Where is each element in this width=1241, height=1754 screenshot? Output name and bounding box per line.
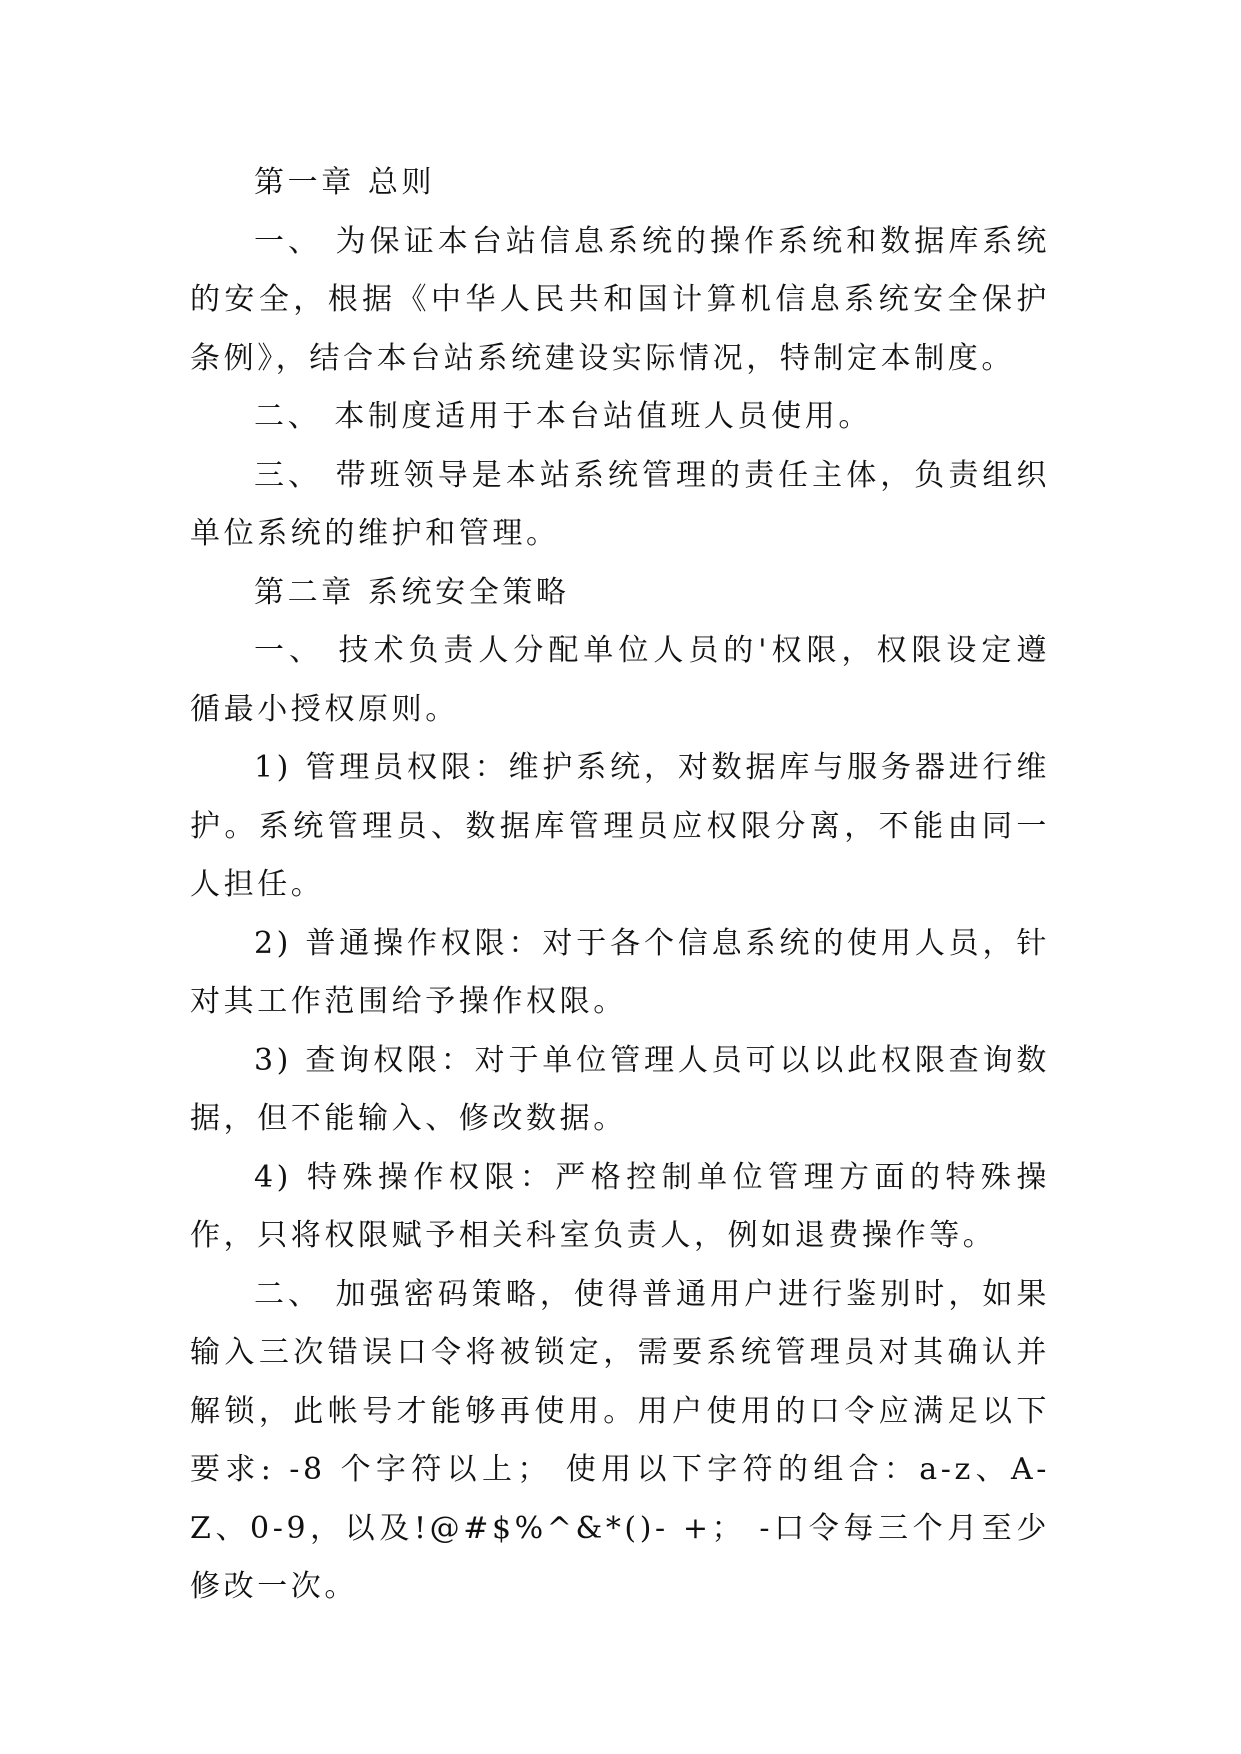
- paragraph: 二、 本制度适用于本台站值班人员使用。: [254, 399, 872, 434]
- paragraph: 2) 普通操作权限：对于各个信息系统的使用人员，针对其工作范围给予操作权限。: [190, 925, 1050, 1019]
- paragraph: 三、 带班领导是本站系统管理的责任主体，负责组织单位系统的维护和管理。: [190, 457, 1050, 551]
- chapter-heading: 第一章 总则: [254, 165, 436, 200]
- document-body: [190, 154, 1050, 1617]
- paragraph: 4) 特殊操作权限：严格控制单位管理方面的特殊操作，只将权限赋予相关科室负责人，例如退费操作等。: [190, 1159, 1050, 1253]
- paragraph: 一、 为保证本台站信息系统的操作系统和数据库系统的安全，根据《中华人民共和国计算机信息系统安全保护条例》，结合本台站系统建设实际情况，特制定本制度。: [190, 223, 1050, 376]
- paragraph: 二、 加强密码策略，使得普通用户进行鉴别时，如果输入三次错误口令将被锁定，需要系统管理员对其确认并解锁，此帐号才能够再使用。用户使用的口令应满足以下要求: -8 个字符以上； 使用以下字符的组合：a-z、A-Z、0-9，以及!@#$%^&*()- +； -口令每三个月至少修改一次。: [190, 1276, 1050, 1604]
- paragraph: 1) 管理员权限：维护系统，对数据库与服务器进行维护。系统管理员、数据库管理员应权限分离，不能由同一人担任。: [190, 750, 1050, 902]
- paragraph: 3) 查询权限：对于单位管理人员可以以此权限查询数据，但不能输入、修改数据。: [190, 1042, 1050, 1136]
- chapter-heading: 第二章 系统安全策略: [254, 574, 570, 610]
- paragraph: 一、 技术负责人分配单位人员的'权限，权限设定遵循最小授权原则。: [190, 633, 1050, 727]
